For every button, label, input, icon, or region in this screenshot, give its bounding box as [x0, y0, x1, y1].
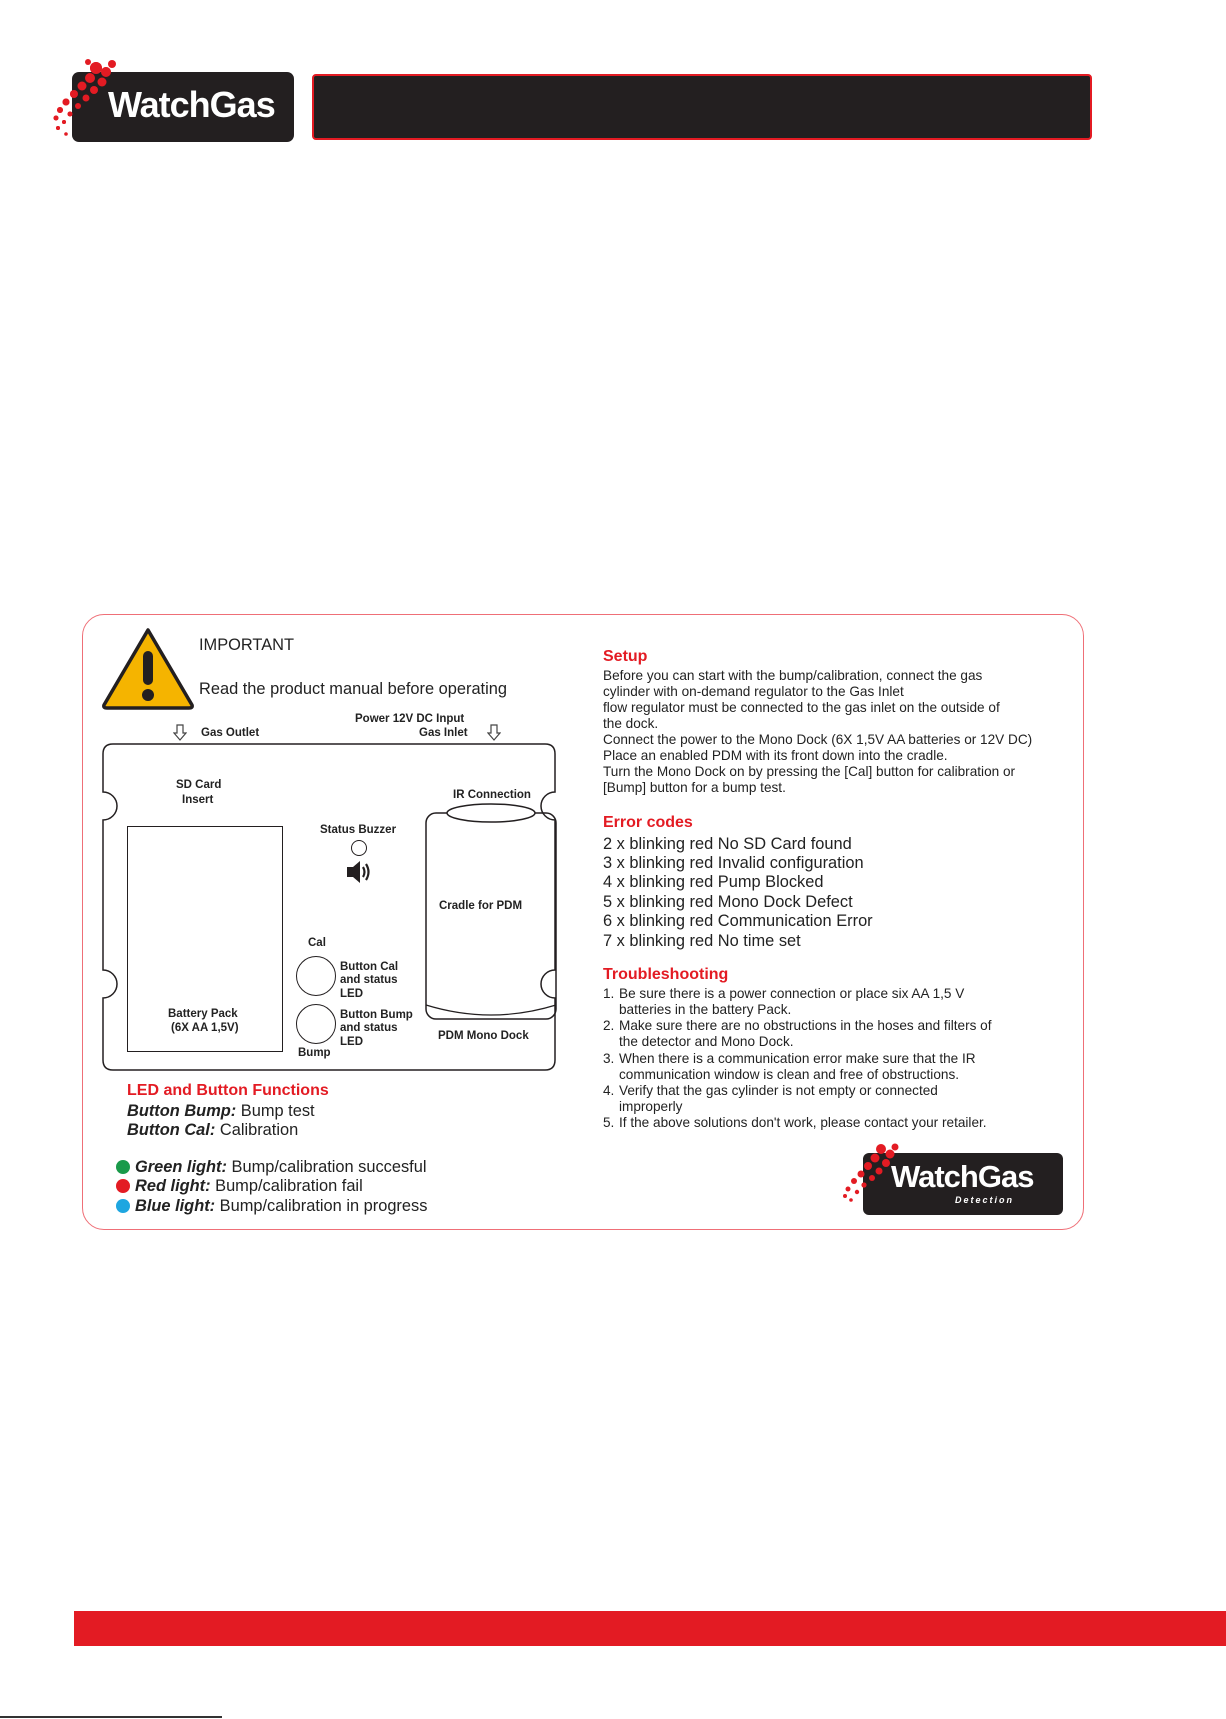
- button-cal[interactable]: [296, 956, 336, 996]
- setup-line: [Bump] button for a bump test.: [603, 780, 786, 795]
- status-buzzer-label: Status Buzzer: [320, 824, 397, 836]
- blue-light-item: [135, 1198, 427, 1214]
- troubleshooting-num: 5.: [603, 1115, 615, 1130]
- error-code-item: 7 x blinking red No time set: [603, 932, 801, 950]
- red-light-item: [135, 1178, 363, 1194]
- red-light-label: Red light:: [135, 1177, 211, 1195]
- button-cal-function: [127, 1122, 298, 1138]
- button-bump-label-line2: and status: [340, 1022, 398, 1034]
- speaker-icon: [345, 859, 375, 885]
- header-bar: [312, 74, 1092, 140]
- green-light-dot: [116, 1160, 130, 1174]
- gas-outlet-arrow-icon: [173, 724, 187, 742]
- power-input-label: Power 12V DC Input: [355, 713, 465, 725]
- blue-light-dot: [116, 1199, 130, 1213]
- ir-connection-label: IR Connection: [453, 789, 531, 801]
- button-cal-label-line2: and status: [340, 974, 398, 986]
- button-bump-label-line1: Button Bump: [340, 1009, 413, 1021]
- button-bump[interactable]: [296, 1004, 336, 1044]
- troubleshooting-line: Be sure there is a power connection or place six AA 1,5 V: [619, 986, 965, 1001]
- green-light-text: Bump/calibration succesful: [226, 1158, 427, 1176]
- footer-logo-text: WatchGas: [891, 1159, 1034, 1194]
- button-bump-label-line3: LED: [340, 1036, 363, 1048]
- setup-line: cylinder with on-demand regulator to the Gas Inlet: [603, 684, 904, 699]
- bump-label: Bump: [298, 1047, 331, 1059]
- error-code-item: 5 x blinking red Mono Dock Defect: [603, 893, 853, 911]
- troubleshooting-num: 4.: [603, 1083, 615, 1098]
- button-cal-function-label: Button Cal:: [127, 1121, 216, 1139]
- logo-text: WatchGas: [108, 84, 275, 125]
- error-code-item: 3 x blinking red Invalid configuration: [603, 854, 864, 872]
- button-bump-function-label: Button Bump:: [127, 1102, 237, 1120]
- gas-inlet-arrow-icon: [487, 724, 501, 742]
- cal-label: Cal: [308, 937, 326, 949]
- troubleshooting-line: If the above solutions don't work, please contact your retailer.: [619, 1115, 987, 1130]
- troubleshooting-line: Verify that the gas cylinder is not empty or connected: [619, 1083, 938, 1098]
- error-code-item: 2 x blinking red No SD Card found: [603, 835, 852, 853]
- troubleshooting-line: the detector and Mono Dock.: [619, 1034, 794, 1049]
- troubleshooting-num: 3.: [603, 1051, 615, 1066]
- error-code-item: 6 x blinking red Communication Error: [603, 912, 873, 930]
- button-cal-function-text: Calibration: [215, 1121, 299, 1139]
- green-light-label: Green light:: [135, 1158, 227, 1176]
- troubleshooting-num: 1.: [603, 986, 615, 1001]
- footer-bar: [74, 1611, 1226, 1646]
- footer-logo-subtext: Detection: [955, 1195, 1015, 1205]
- button-bump-function: [127, 1103, 315, 1119]
- troubleshooting-line: batteries in the battery Pack.: [619, 1002, 792, 1017]
- bottom-divider: [0, 1716, 222, 1718]
- battery-label-line2: (6X AA 1,5V): [171, 1022, 239, 1034]
- troubleshooting-line: communication window is clean and free of obstructions.: [619, 1067, 960, 1082]
- dock-name-label: PDM Mono Dock: [438, 1030, 529, 1042]
- important-text: Read the product manual before operating: [199, 680, 507, 698]
- gas-inlet-label: Gas Inlet: [419, 727, 468, 739]
- troubleshooting-line: When there is a communication error make sure that the IR: [619, 1051, 976, 1066]
- setup-line: Place an enabled PDM with its front down into the cradle.: [603, 748, 948, 763]
- red-light-dot: [116, 1179, 130, 1193]
- gas-outlet-label: Gas Outlet: [201, 727, 260, 739]
- error-code-item: 4 x blinking red Pump Blocked: [603, 873, 824, 891]
- sd-card-label-line2: Insert: [182, 794, 214, 806]
- sd-card-label-line1: SD Card: [176, 779, 222, 791]
- setup-heading: Setup: [603, 648, 648, 665]
- setup-line: Connect the power to the Mono Dock (6X 1,5V AA batteries or 12V DC): [603, 732, 1033, 747]
- footer-logo: [839, 1141, 1069, 1221]
- red-light-text: Bump/calibration fail: [210, 1177, 363, 1195]
- setup-line: flow regulator must be connected to the gas inlet on the outside of: [603, 700, 1000, 715]
- battery-label-line1: Battery Pack: [168, 1008, 238, 1020]
- button-bump-function-text: Bump test: [236, 1102, 315, 1120]
- led-functions-heading: LED and Button Functions: [127, 1082, 329, 1099]
- warning-icon: [99, 625, 197, 711]
- important-heading: IMPORTANT: [199, 636, 295, 654]
- error-codes-heading: Error codes: [603, 814, 693, 831]
- cradle-label: Cradle for PDM: [439, 900, 523, 912]
- cradle-for-pdm: [422, 801, 562, 1031]
- button-cal-label-line1: Button Cal: [340, 961, 399, 973]
- quick-guide-panel: [82, 614, 1084, 1230]
- setup-line: Before you can start with the bump/calibration, connect the gas: [603, 668, 983, 683]
- setup-line: Turn the Mono Dock on by pressing the [Cal] button for calibration or: [603, 764, 1016, 779]
- troubleshooting-num: 2.: [603, 1018, 615, 1033]
- header-logo: [50, 56, 300, 146]
- blue-light-text: Bump/calibration in progress: [215, 1197, 428, 1215]
- troubleshooting-line: Make sure there are no obstructions in the hoses and filters of: [619, 1018, 992, 1033]
- button-cal-label-line3: LED: [340, 988, 363, 1000]
- troubleshooting-line: improperly: [619, 1099, 683, 1114]
- blue-light-label: Blue light:: [135, 1197, 216, 1215]
- setup-line: the dock.: [603, 716, 659, 731]
- status-led: [351, 840, 367, 856]
- green-light-item: [135, 1159, 427, 1175]
- troubleshooting-heading: Troubleshooting: [603, 966, 729, 983]
